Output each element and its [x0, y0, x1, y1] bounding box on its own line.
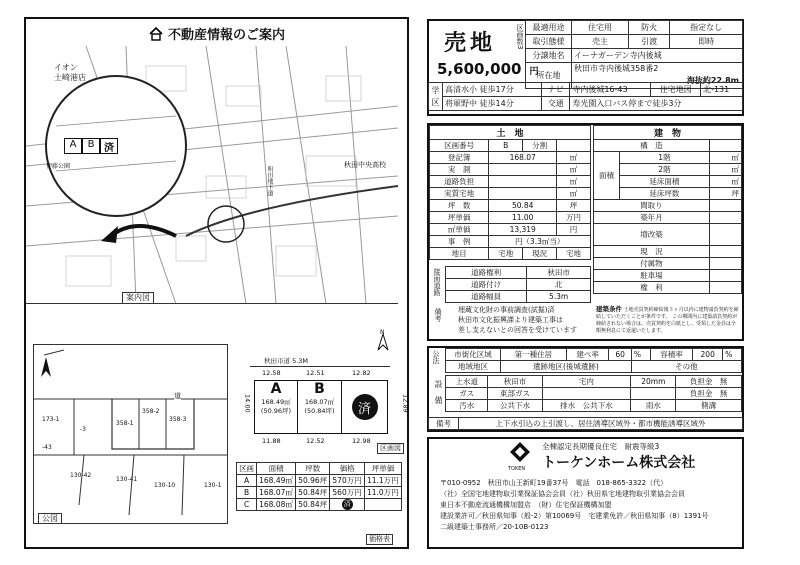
build-condition: 建築条件 土地売買契約締結後３ヶ月以内に建物請負契約を締結していただくことが条件です。 この期間内に建築請負契約が締結されない場合は、売買契約を白紙とし、受領した金員は全額無利息にて返還いたします。	[596, 305, 739, 334]
access-table: 学 区 高清水小 徒歩17分 ナビ 寺内後城16-43 住宅地図 北-131 将軍野中 徒歩14分 交通 寿光園入口バス停まで徒歩3分	[428, 82, 743, 111]
parcel-road: 道	[174, 392, 181, 400]
dim-left: 14.00	[243, 394, 252, 413]
parcel-43: -43	[42, 444, 52, 451]
zoom-lots	[64, 138, 118, 154]
dim-top-a: 12.58	[262, 369, 281, 377]
lot-survey	[230, 329, 410, 455]
company-info: 〒010-0952 秋田市山王新町19番37号 電話 018-865-3322（代） （社）全国宅地建物取引業保証協会会員（社）秋田県宅地建物取引業協会会員 東日本不動産流通機構加盟店 （財）住宅保証機構加盟 建設業許可／秋田県知事（般-2）第10069号 宅建業免許／秋田県知事（8）1391号 二級建築士事務所／20-10B-0123	[440, 479, 709, 531]
dim-bottom-a: 11.88	[262, 437, 281, 445]
map-label-underpass: 明田地下道	[266, 166, 273, 196]
parcel-map	[33, 344, 228, 524]
parcel-130-42: 130-42	[70, 472, 92, 479]
price-table	[236, 462, 402, 511]
land-notes: 埋蔵文化財の事前調査(試掘)済 秋田市文化振興課より建築工事は 差し支えないとの回答を受けています	[458, 306, 577, 334]
price-table-header: 区画 面積 坪数 価格 坪単価	[237, 463, 402, 475]
road-label: 接面道路	[433, 268, 441, 296]
dim-right: 12.89	[401, 394, 410, 413]
survey-caption: 区画図	[377, 443, 404, 454]
survey-lots	[254, 380, 388, 434]
pointer-arrow-icon	[101, 226, 118, 243]
page-title: 不動産情報のご案内	[168, 28, 286, 43]
price-caption: 価格表	[366, 534, 393, 545]
sold-mark: 済	[343, 500, 351, 508]
street-map	[26, 46, 398, 304]
section-count: 区画数3	[516, 24, 524, 50]
parcel-3: -3	[80, 426, 86, 433]
survey-road-label: 秋田市道 5.3M	[264, 357, 309, 365]
land-note-label: 備考	[434, 308, 442, 322]
dim-bottom-b: 12.52	[306, 437, 325, 445]
north-arrow-icon	[39, 355, 53, 379]
summary-table: 最適用途 住宅用 防火 指定なし 取引態様 売主 引渡 即時 分譲地名 イーナガーデン寺内後城 所在地 秋田市寺内後城358番2 海抜約22.8m	[525, 20, 743, 89]
parcel-358-2: 358-2	[142, 408, 160, 415]
price-row: C 168.08㎡ 50.84坪 済	[237, 499, 402, 511]
road-table: 道路権利 秋田市 道路付け 北 道路幅員 5.3m	[445, 266, 591, 303]
company-address: 〒010-0952 秋田市山王新町19番37号 電話 018-865-3322（代）	[440, 479, 668, 487]
survey-lot-sold: 済	[342, 380, 388, 434]
parcel-130-1: 130-1	[204, 482, 222, 489]
zoom-lot-a: A	[64, 138, 82, 154]
parcel-358-1: 358-1	[116, 420, 134, 427]
company-badge: 全棟認定長期優良住宅 耐震等級3	[542, 442, 660, 451]
price-value: 5,600,000 円	[437, 60, 539, 78]
zoom-lot-b: B	[82, 138, 100, 154]
dim-top-b: 12.51	[306, 369, 325, 377]
elevation: 海抜約22.8m	[686, 76, 739, 85]
map-label-school: 秋田中央高校	[344, 161, 386, 169]
parcel-358-3: 358-3	[169, 416, 187, 423]
dim-top-c: 12.82	[352, 369, 371, 377]
house-logo-icon	[148, 26, 164, 42]
law-table: 市街化区域 第一種住居 建ぺ率 60 % 容積率 200 % 地域地区 遺跡地区(後城遺跡) その他	[445, 348, 742, 373]
building-table: 建 物 構 造 面積 1階 ㎡ 2階 ㎡ 延床面積 ㎡ 延床坪数 坪 間取り 築年月 増改築 現 況 付属物 駐車場 権 利	[593, 125, 742, 294]
parcel-130-10: 130-10	[154, 482, 176, 489]
survey-lot-a: A 168.49㎡ (50.96坪)	[254, 380, 298, 434]
map-label-park: 伊藤公園	[46, 163, 71, 170]
map-caption: 案内図	[122, 292, 154, 304]
zoom-lot-sold: 済	[100, 138, 118, 154]
price-row: B 168.07㎡ 50.84坪 560万円 11.0万円	[237, 487, 402, 499]
price-row: A 168.49㎡ 50.96坪 570万円 11.1万円	[237, 475, 402, 487]
land-table: 土 地 区画番号 B 分割 登記簿 168.07 ㎡ 実 測 ㎡ 道路負担 ㎡ 実質宅地 ㎡ 坪 数 50.84 坪 坪単価 11.00 万円 ㎡単価 13,319 円 事 例 円（3.3㎡当） 地目 宅地 現況 宅地	[429, 125, 591, 260]
company-logo-text: TOKEN	[508, 466, 526, 472]
parcel-130-41: 130-41	[116, 476, 138, 483]
map-label-aeon-store: 土崎港店	[54, 73, 86, 82]
guide-map	[26, 46, 398, 304]
equipment-table: 上水道 秋田市 宅内 20mm 負担金 無 ガス 東部ガス 負担金 無 汚水 公共下水 排水 公共下水 雨水 側溝	[445, 375, 742, 412]
parcel-173-1: 173-1	[42, 416, 60, 423]
company-name: トーケンホーム株式会社	[542, 455, 696, 471]
survey-north-label: N	[380, 329, 385, 336]
page-header	[148, 24, 285, 43]
dim-bottom-c: 12.98	[352, 437, 371, 445]
equip-label: 設備	[434, 380, 443, 412]
parcel-caption: 公図	[38, 513, 62, 524]
property-type: 売地	[444, 31, 497, 56]
company-logo-icon	[508, 440, 532, 466]
map-label-aeon: イオン	[54, 63, 78, 72]
survey-lot-b: B 168.07㎡ (50.84坪)	[298, 380, 342, 434]
law-label: 公法	[432, 350, 440, 364]
law-note: 備考 上下水引込の上引渡し、居住誘導区域外・都市機能誘導区域外	[428, 417, 743, 430]
